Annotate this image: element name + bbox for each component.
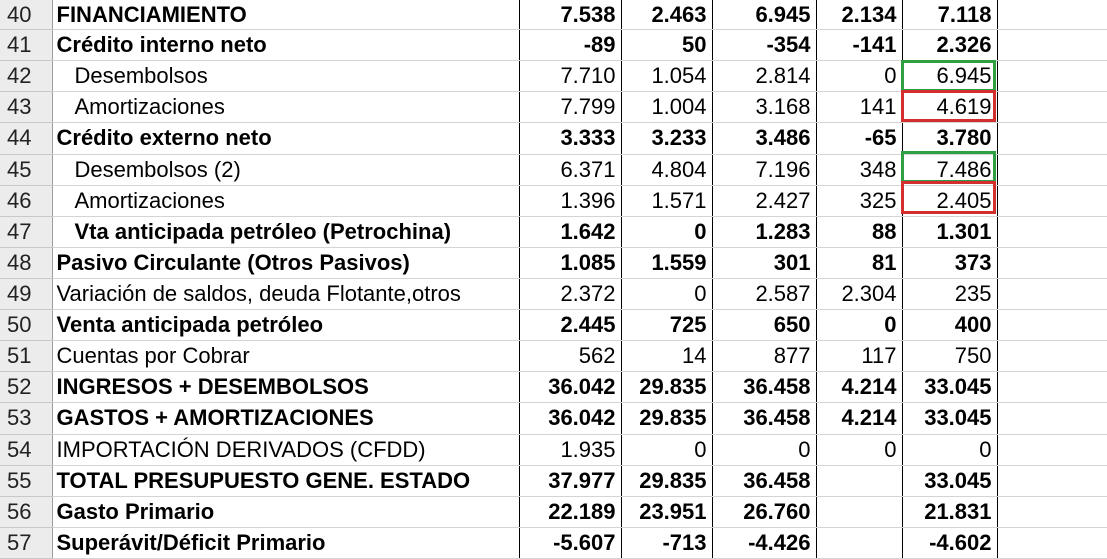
cell-label[interactable]: Amortizaciones: [52, 92, 519, 123]
cell-value[interactable]: 117: [816, 341, 902, 372]
cell-label[interactable]: Desembolsos: [52, 61, 519, 92]
cell-value[interactable]: [816, 465, 902, 496]
cell-value[interactable]: 4.214: [816, 403, 902, 434]
table-row: [0, 216, 1107, 247]
cell-empty[interactable]: [997, 434, 1107, 465]
cell-value[interactable]: 2.445: [519, 310, 621, 341]
cell-value[interactable]: 3.168: [712, 92, 816, 123]
cell-value[interactable]: 1.396: [519, 185, 621, 216]
row-header[interactable]: 40: [0, 0, 52, 30]
cell-value[interactable]: 4.804: [621, 154, 712, 185]
row-header[interactable]: 49: [0, 278, 52, 309]
cell-value[interactable]: 26.760: [712, 496, 816, 527]
cell-value[interactable]: 37.977: [519, 465, 621, 496]
table-row: [0, 527, 1107, 558]
cell-empty[interactable]: [997, 527, 1107, 558]
table-row: [0, 403, 1107, 434]
cell-label[interactable]: Pasivo Circulante (Otros Pasivos): [52, 247, 519, 278]
cell-value[interactable]: 3.486: [712, 123, 816, 154]
row-header[interactable]: 55: [0, 465, 52, 496]
cell-value[interactable]: 301: [712, 247, 816, 278]
cell-value[interactable]: 7.799: [519, 92, 621, 123]
cell-value[interactable]: 6.945: [712, 0, 816, 30]
row-header[interactable]: 52: [0, 372, 52, 403]
cell-label[interactable]: Gasto Primario: [52, 496, 519, 527]
cell-value[interactable]: 22.189: [519, 496, 621, 527]
cell-label[interactable]: Venta anticipada petróleo: [52, 310, 519, 341]
cell-label[interactable]: Crédito externo neto: [52, 123, 519, 154]
cell-value[interactable]: 141: [816, 92, 902, 123]
cell-value[interactable]: 36.458: [712, 465, 816, 496]
table-row: [0, 92, 1107, 123]
cell-value[interactable]: 0: [621, 216, 712, 247]
cell-value[interactable]: 750: [902, 341, 997, 372]
cell-value[interactable]: 50: [621, 30, 712, 61]
cell-value[interactable]: 4.214: [816, 372, 902, 403]
cell-empty[interactable]: [997, 372, 1107, 403]
row-header[interactable]: 51: [0, 341, 52, 372]
cell-label[interactable]: Cuentas por Cobrar: [52, 341, 519, 372]
cell-value[interactable]: 0: [902, 434, 997, 465]
cell-value[interactable]: 14: [621, 341, 712, 372]
cell-value[interactable]: 6.945: [902, 61, 997, 92]
table-row: [0, 123, 1107, 154]
cell-label[interactable]: IMPORTACIÓN DERIVADOS (CFDD): [52, 434, 519, 465]
cell-label[interactable]: Vta anticipada petróleo (Petrochina): [52, 216, 519, 247]
cell-value[interactable]: 1.935: [519, 434, 621, 465]
row-header[interactable]: 46: [0, 185, 52, 216]
table-row: [0, 61, 1107, 92]
table-row: [0, 278, 1107, 309]
cell-value[interactable]: 400: [902, 310, 997, 341]
cell-value[interactable]: 1.085: [519, 247, 621, 278]
cell-label[interactable]: Crédito interno neto: [52, 30, 519, 61]
table-row: [0, 341, 1107, 372]
cell-value[interactable]: 2.134: [816, 0, 902, 30]
cell-value[interactable]: 877: [712, 341, 816, 372]
cell-value[interactable]: -5.607: [519, 527, 621, 558]
cell-value[interactable]: 2.814: [712, 61, 816, 92]
cell-value[interactable]: 36.458: [712, 372, 816, 403]
cell-value[interactable]: 33.045: [902, 465, 997, 496]
table-row: [0, 154, 1107, 185]
cell-value[interactable]: -713: [621, 527, 712, 558]
cell-value[interactable]: 2.326: [902, 30, 997, 61]
cell-value[interactable]: 325: [816, 185, 902, 216]
cell-value[interactable]: 36.042: [519, 403, 621, 434]
cell-value[interactable]: 0: [712, 434, 816, 465]
table-row: [0, 465, 1107, 496]
table-row: [0, 372, 1107, 403]
cell-value[interactable]: 1.004: [621, 92, 712, 123]
cell-empty[interactable]: [997, 185, 1107, 216]
cell-label[interactable]: Amortizaciones: [52, 185, 519, 216]
cell-empty[interactable]: [997, 403, 1107, 434]
cell-label[interactable]: TOTAL PRESUPUESTO GENE. ESTADO: [52, 465, 519, 496]
cell-empty[interactable]: [997, 0, 1107, 30]
table-row: [0, 0, 1107, 30]
table-row: [0, 30, 1107, 61]
cell-value[interactable]: 1.054: [621, 61, 712, 92]
table-row: [0, 496, 1107, 527]
cell-value[interactable]: 3.780: [902, 123, 997, 154]
cell-value[interactable]: 2.463: [621, 0, 712, 30]
cell-value[interactable]: 0: [621, 434, 712, 465]
cell-value[interactable]: 2.587: [712, 278, 816, 309]
cell-value[interactable]: 3.233: [621, 123, 712, 154]
cell-label[interactable]: Desembolsos (2): [52, 154, 519, 185]
cell-value[interactable]: 235: [902, 278, 997, 309]
cell-value[interactable]: 2.372: [519, 278, 621, 309]
cell-value[interactable]: 6.371: [519, 154, 621, 185]
cell-value[interactable]: 33.045: [902, 372, 997, 403]
cell-value[interactable]: 348: [816, 154, 902, 185]
cell-empty[interactable]: [997, 247, 1107, 278]
cell-label[interactable]: FINANCIAMIENTO: [52, 0, 519, 30]
cell-value[interactable]: -65: [816, 123, 902, 154]
cell-value[interactable]: 88: [816, 216, 902, 247]
cell-value[interactable]: 7.710: [519, 61, 621, 92]
cell-value[interactable]: 2.427: [712, 185, 816, 216]
cell-value[interactable]: 0: [816, 61, 902, 92]
row-header[interactable]: 41: [0, 30, 52, 61]
cell-label[interactable]: GASTOS + AMORTIZACIONES: [52, 403, 519, 434]
cell-empty[interactable]: [997, 92, 1107, 123]
cell-value[interactable]: [816, 527, 902, 558]
cell-value[interactable]: -141: [816, 30, 902, 61]
cell-empty[interactable]: [997, 154, 1107, 185]
cell-value[interactable]: 1.559: [621, 247, 712, 278]
cell-empty[interactable]: [997, 61, 1107, 92]
cell-empty[interactable]: [997, 30, 1107, 61]
cell-value[interactable]: 29.835: [621, 403, 712, 434]
cell-value[interactable]: 29.835: [621, 372, 712, 403]
cell-value[interactable]: [816, 496, 902, 527]
row-header[interactable]: 47: [0, 216, 52, 247]
cell-value[interactable]: 373: [902, 247, 997, 278]
cell-value[interactable]: -4.602: [902, 527, 997, 558]
cell-label[interactable]: Variación de saldos, deuda Flotante,otros: [52, 278, 519, 309]
row-header[interactable]: 44: [0, 123, 52, 154]
cell-value[interactable]: -4.426: [712, 527, 816, 558]
row-header[interactable]: 57: [0, 527, 52, 558]
row-header[interactable]: 42: [0, 61, 52, 92]
cell-value[interactable]: 36.458: [712, 403, 816, 434]
table-row: [0, 310, 1107, 341]
cell-value[interactable]: 1.571: [621, 185, 712, 216]
cell-empty[interactable]: [997, 278, 1107, 309]
cell-value[interactable]: 1.301: [902, 216, 997, 247]
cell-value[interactable]: 650: [712, 310, 816, 341]
row-header[interactable]: 43: [0, 92, 52, 123]
cell-value[interactable]: 7.196: [712, 154, 816, 185]
cell-value[interactable]: 7.486: [902, 154, 997, 185]
cell-value[interactable]: 7.538: [519, 0, 621, 30]
table-row: [0, 247, 1107, 278]
cell-value[interactable]: -354: [712, 30, 816, 61]
cell-value[interactable]: 0: [816, 310, 902, 341]
table-row: [0, 185, 1107, 216]
table-row: [0, 434, 1107, 465]
cell-value[interactable]: 2.405: [902, 185, 997, 216]
cell-value[interactable]: 81: [816, 247, 902, 278]
cell-value[interactable]: 2.304: [816, 278, 902, 309]
cell-empty[interactable]: [997, 123, 1107, 154]
cell-value[interactable]: 725: [621, 310, 712, 341]
cell-empty[interactable]: [997, 465, 1107, 496]
row-header[interactable]: 48: [0, 247, 52, 278]
row-header[interactable]: 53: [0, 403, 52, 434]
cell-value[interactable]: 21.831: [902, 496, 997, 527]
cell-label[interactable]: Superávit/Déficit Primario: [52, 527, 519, 558]
cell-value[interactable]: 1.283: [712, 216, 816, 247]
row-header[interactable]: 54: [0, 434, 52, 465]
row-header[interactable]: 56: [0, 496, 52, 527]
row-header[interactable]: 45: [0, 154, 52, 185]
cell-value[interactable]: 1.642: [519, 216, 621, 247]
cell-value[interactable]: 23.951: [621, 496, 712, 527]
cell-empty[interactable]: [997, 216, 1107, 247]
cell-value[interactable]: -89: [519, 30, 621, 61]
cell-value[interactable]: 4.619: [902, 92, 997, 123]
cell-value[interactable]: 7.118: [902, 0, 997, 30]
cell-value[interactable]: 33.045: [902, 403, 997, 434]
cell-value[interactable]: 0: [816, 434, 902, 465]
row-header[interactable]: 50: [0, 310, 52, 341]
cell-empty[interactable]: [997, 310, 1107, 341]
cell-value[interactable]: 29.835: [621, 465, 712, 496]
cell-label[interactable]: INGRESOS + DESEMBOLSOS: [52, 372, 519, 403]
cell-value[interactable]: 36.042: [519, 372, 621, 403]
cell-empty[interactable]: [997, 496, 1107, 527]
cell-value[interactable]: 3.333: [519, 123, 621, 154]
cell-value[interactable]: 0: [621, 278, 712, 309]
cell-value[interactable]: 562: [519, 341, 621, 372]
cell-empty[interactable]: [997, 341, 1107, 372]
